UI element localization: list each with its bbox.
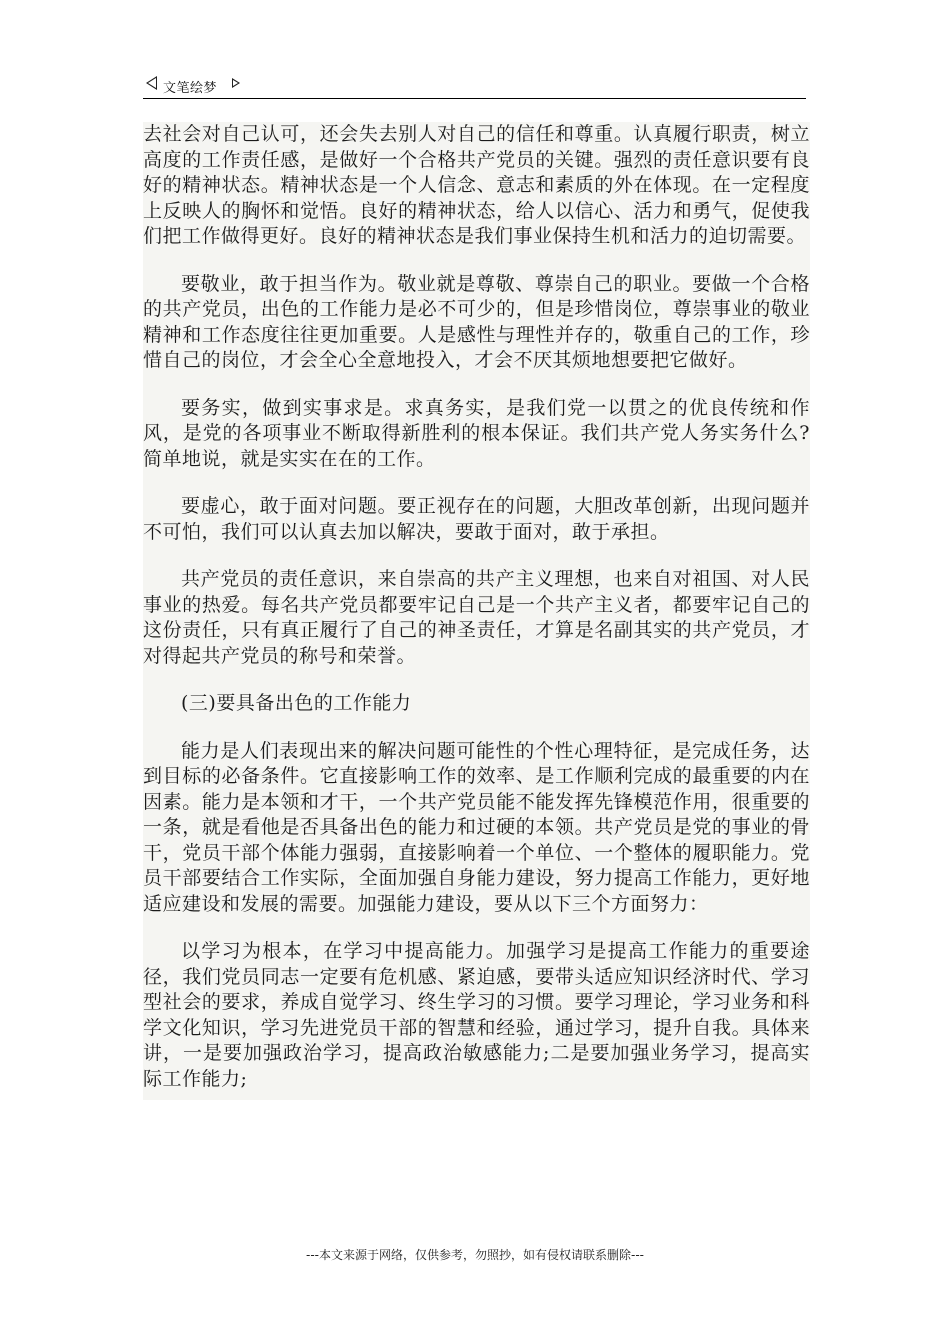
page-footer: ---本文来源于网络，仅供参考，勿照抄，如有侵权请联系删除--- — [306, 1248, 644, 1262]
paragraph-learning: 以学习为根本，在学习中提高能力。加强学习是提高工作能力的重要途径，我们党员同志一定要有危机感、紧迫感，要带头适应知识经济时代、学习型社会的要求，养成自觉学习、终生学习的习惯。要学习理论，学习业务和科学文化知识，学习先进党员干部的智慧和经验，通过学习，提升自我。具体来讲，一是要加强政治学习，提高政治敏感能力;二是要加强业务学习，提高实际工作能力; — [143, 940, 810, 1090]
document-body — [143, 122, 810, 1100]
page-header — [143, 72, 806, 99]
section-heading: (三)要具备出色的工作能力 — [181, 692, 412, 714]
paragraph-ability: 能力是人们表现出来的解决问题可能性的个性心理特征，是完成任务，达到目标的必备条件。它直接影响工作的效率、是工作顺利完成的最重要的内在因素。能力是本领和才干，一个共产党员能不能发挥先锋模范作用，很重要的一条，就是看他是否具备出色的能力和过硬的本领。共产党员是党的事业的骨干，党员干部个体能力强弱，直接影响着一个单位、一个整体的履职能力。党员干部要结合工作实际，全面加强自身能力建设，努力提高工作能力，更好地适应建设和发展的需要。加强能力建设，要从以下三个方面努力： — [143, 739, 810, 915]
paragraph-pragmatism: 要务实，做到实事求是。求真务实，是我们党一以贯之的优良传统和作风，是党的各项事业不断取得新胜利的根本保证。我们共产党人务实务什么?简单地说，就是实实在在的工作。 — [143, 396, 810, 470]
paragraph-continued: 去社会对自己认可，还会失去别人对自己的信任和尊重。认真履行职责，树立高度的工作责任感，是做好一个合格共产党员的关键。强烈的责任意识要有良好的精神状态。精神状态是一个人信念、意志和素质的外在体现。在一定程度上反映人的胸怀和觉悟。良好的精神状态，给人以信心、活力和勇气，促使我们把工作做得更好。良好的精神状态是我们事业保持生机和活力的迫切需要。 — [143, 123, 810, 247]
paragraph-humility: 要虚心，敢于面对问题。要正视存在的问题，大胆改革创新，出现问题并不可怕，我们可以认真去加以解决，要敢于面对，敢于承担。 — [143, 495, 810, 543]
header-title: 文笔绘梦 — [163, 81, 218, 96]
paragraph-responsibility: 共产党员的责任意识，来自崇高的共产主义理想，也来自对祖国、对人民事业的热爱。每名共产党员都要牢记自己是一个共产主义者，都要牢记自己的这份责任，只有真正履行了自己的神圣责任，才算是名副其实的共产党员，才对得起共产党员的称号和荣誉。 — [143, 568, 810, 667]
triangle-right-icon — [232, 78, 240, 88]
triangle-left-icon — [146, 76, 157, 90]
paragraph-dedication: 要敬业，敢于担当作为。敬业就是尊敬、尊崇自己的职业。要做一个合格的共产党员，出色的工作能力是必不可少的，但是珍惜岗位，尊崇事业的敬业精神和工作态度往往更加重要。人是感性与理性并存的，敬重自己的工作，珍惜自己的岗位，才会全心全意地投入，才会不厌其烦地想要把它做好。 — [143, 272, 810, 371]
